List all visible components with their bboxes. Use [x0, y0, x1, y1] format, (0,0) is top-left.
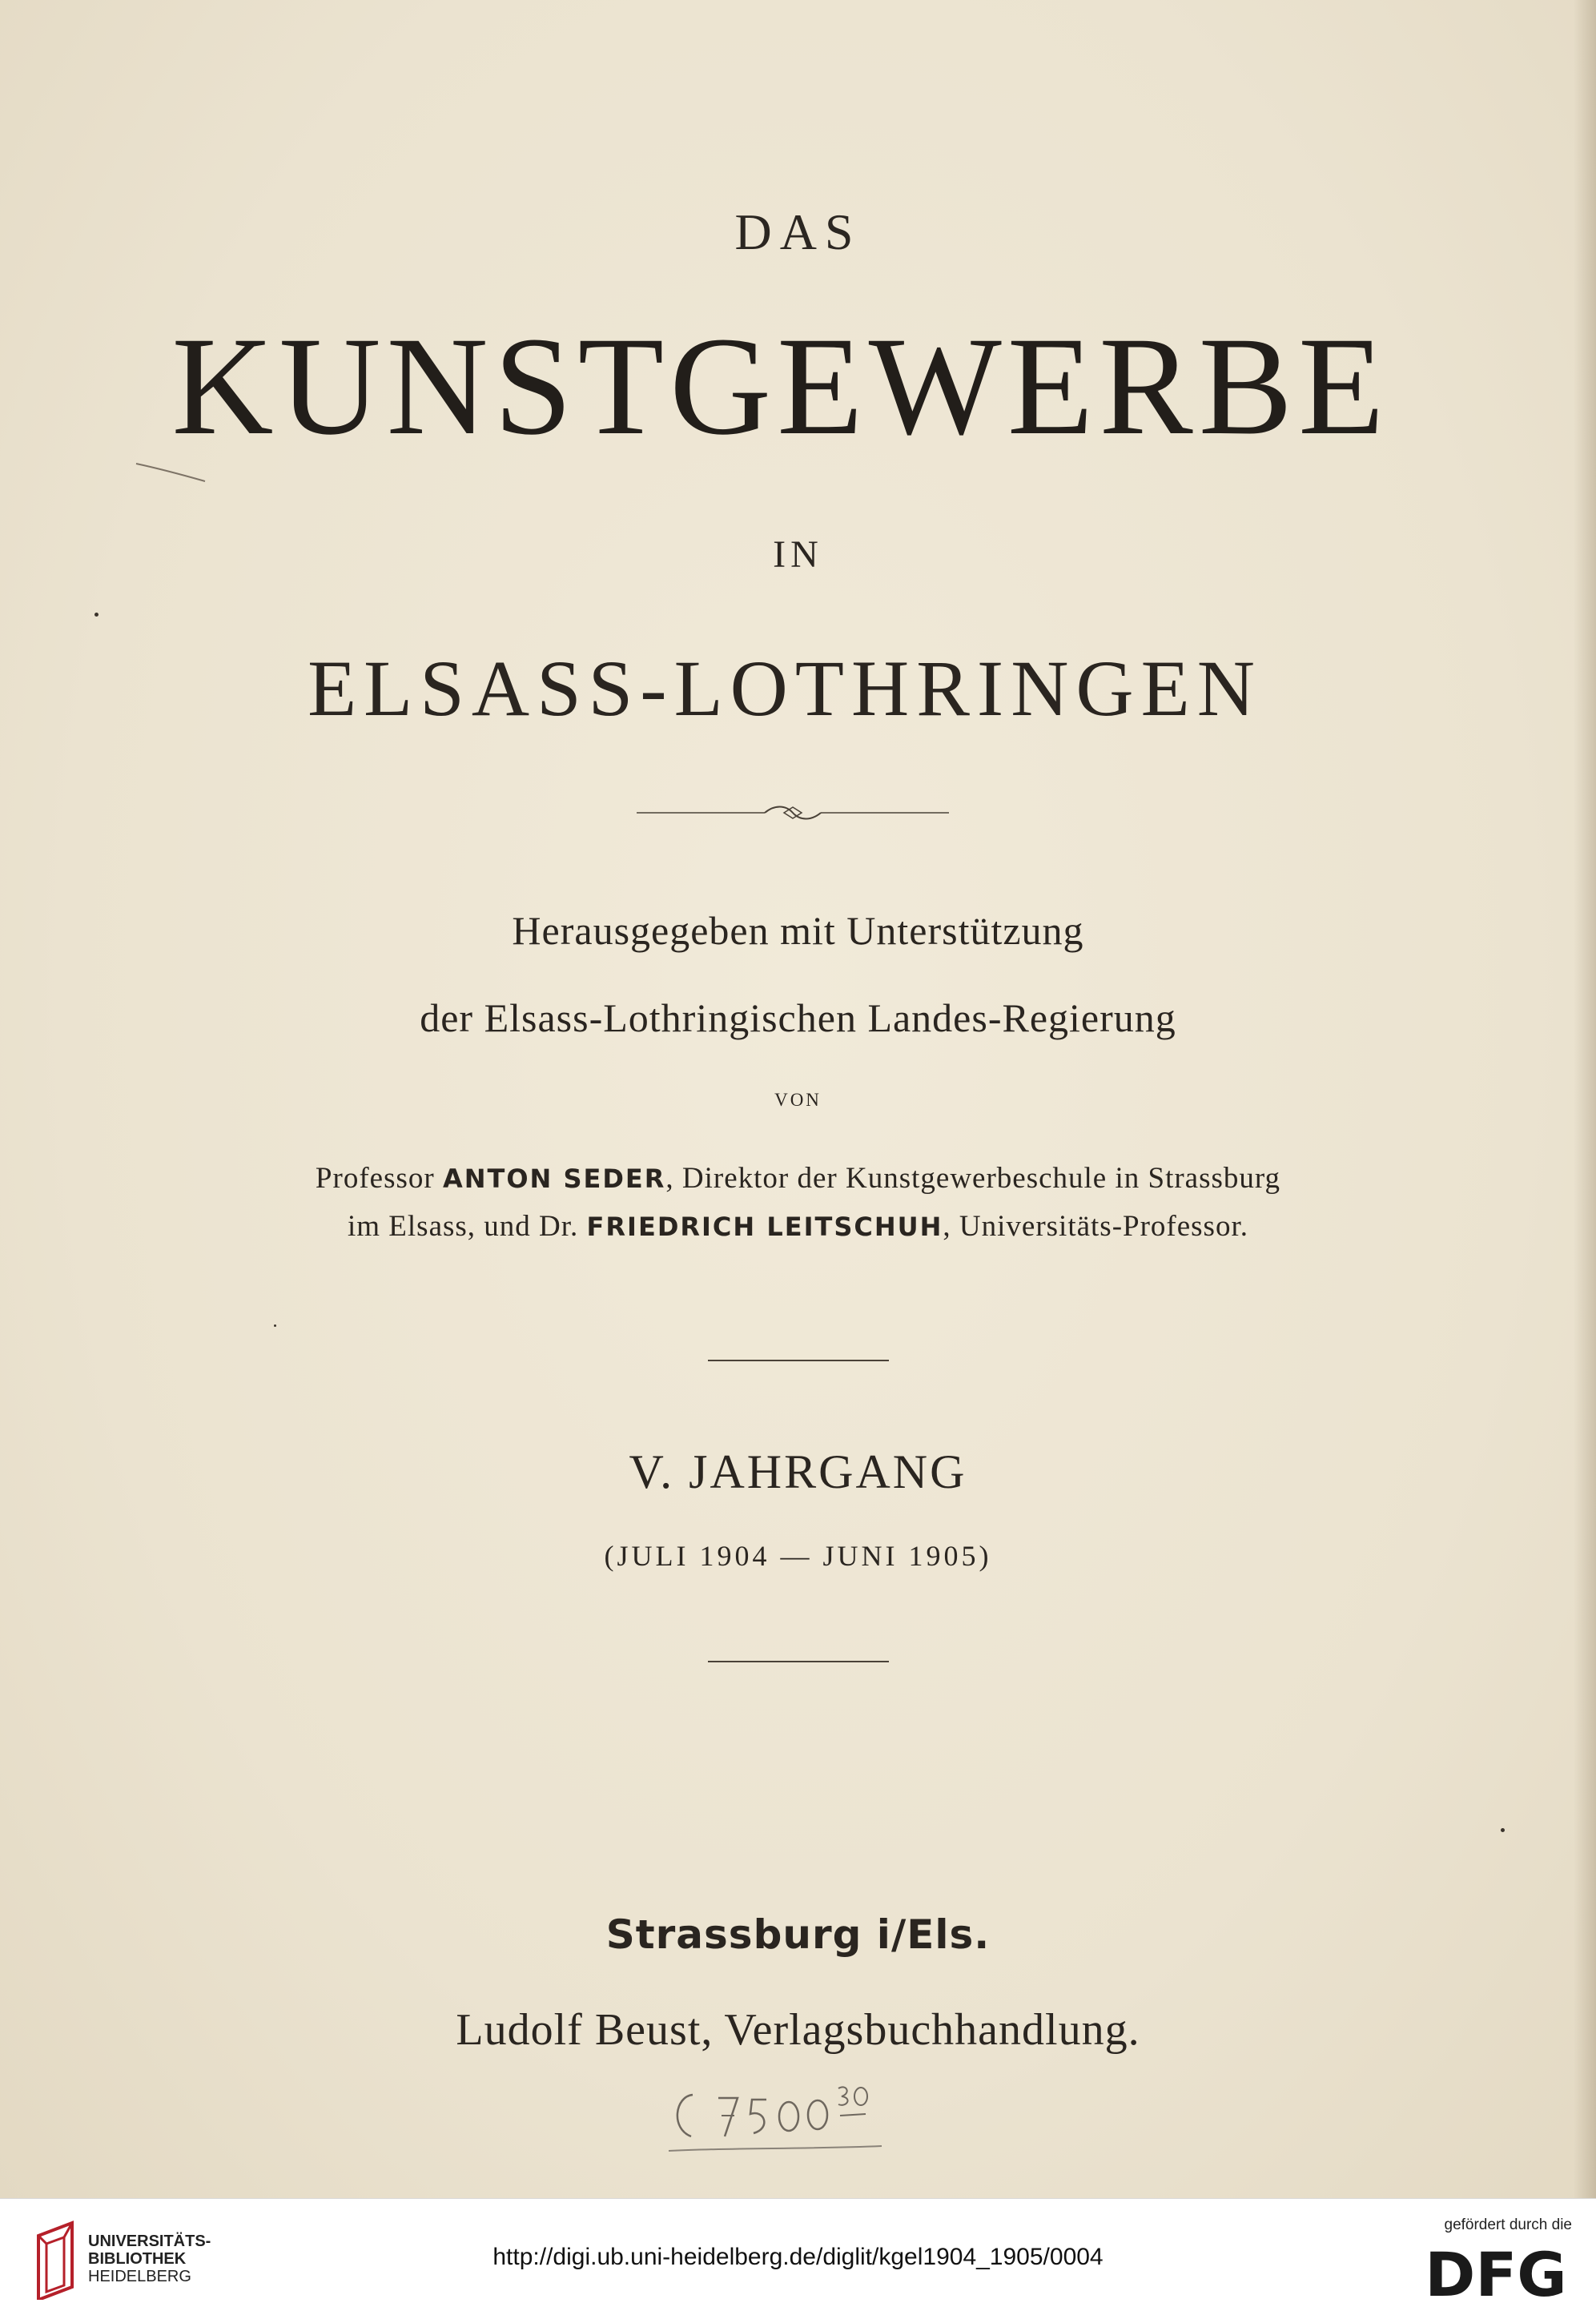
editor-name-seder: ANTON SEDER [442, 1164, 666, 1194]
editors-line-2-prefix: im Elsass, und Dr. [347, 1210, 579, 1243]
title-in: IN [773, 533, 823, 576]
ornament-divider [637, 801, 949, 825]
editors-line-2-suffix: , Universitäts-Professor. [943, 1210, 1248, 1243]
editors-line-2 [0, 1212, 1596, 1241]
publication-city: Strassburg i/Els. [605, 1911, 991, 1958]
title-main: KUNSTGEWERBE [171, 308, 1390, 464]
dfg-logo-text: DFG [1425, 2243, 1567, 2303]
title-das: DAS [734, 203, 862, 260]
dfg-logo-icon [1420, 2243, 1572, 2303]
editor-line-2: der Elsass-Lothringischen Landes-Regierung [420, 995, 1176, 1040]
library-name-line-3: HEIDELBERG [88, 2268, 191, 2285]
von-label: VON [774, 1090, 822, 1110]
publisher-name: Ludolf Beust, Verlagsbuchhandlung. [456, 2005, 1140, 2055]
divider-rule-upper [708, 1360, 889, 1361]
viewer-footer [0, 2198, 1596, 2323]
paper-speck [94, 613, 98, 617]
editors-line-1-suffix: , Direktor der Kunstgewerbeschule in Strassburg [665, 1162, 1281, 1195]
library-name-line-2: BIBLIOTHEK [88, 2250, 187, 2268]
volume-label: V. JAHRGANG [629, 1445, 967, 1498]
paper-speck [274, 1324, 276, 1327]
library-name-line-1: UNIVERSITÄTS- [88, 2233, 211, 2250]
editors-line-1 [0, 1164, 1596, 1193]
paper-speck [1501, 1828, 1505, 1832]
permalink-url[interactable]: http://digi.ub.uni-heidelberg.de/diglit/kgel1904_1905/0004 [492, 2244, 1104, 2270]
funder-label: gefördert durch die [1444, 2216, 1572, 2233]
pencil-shelfmark [661, 2080, 901, 2160]
volume-dates: (JULI 1904 — JUNI 1905) [604, 1540, 992, 1572]
editor-line-1: Herausgegeben mit Unterstützung [512, 908, 1084, 953]
title-region: ELSASS-LOTHRINGEN [308, 644, 1262, 733]
divider-rule-lower [708, 1661, 889, 1662]
editor-name-leitschuh: FRIEDRICH LEITSCHUH [586, 1212, 943, 1242]
editors-line-1-prefix: Professor [315, 1162, 435, 1195]
